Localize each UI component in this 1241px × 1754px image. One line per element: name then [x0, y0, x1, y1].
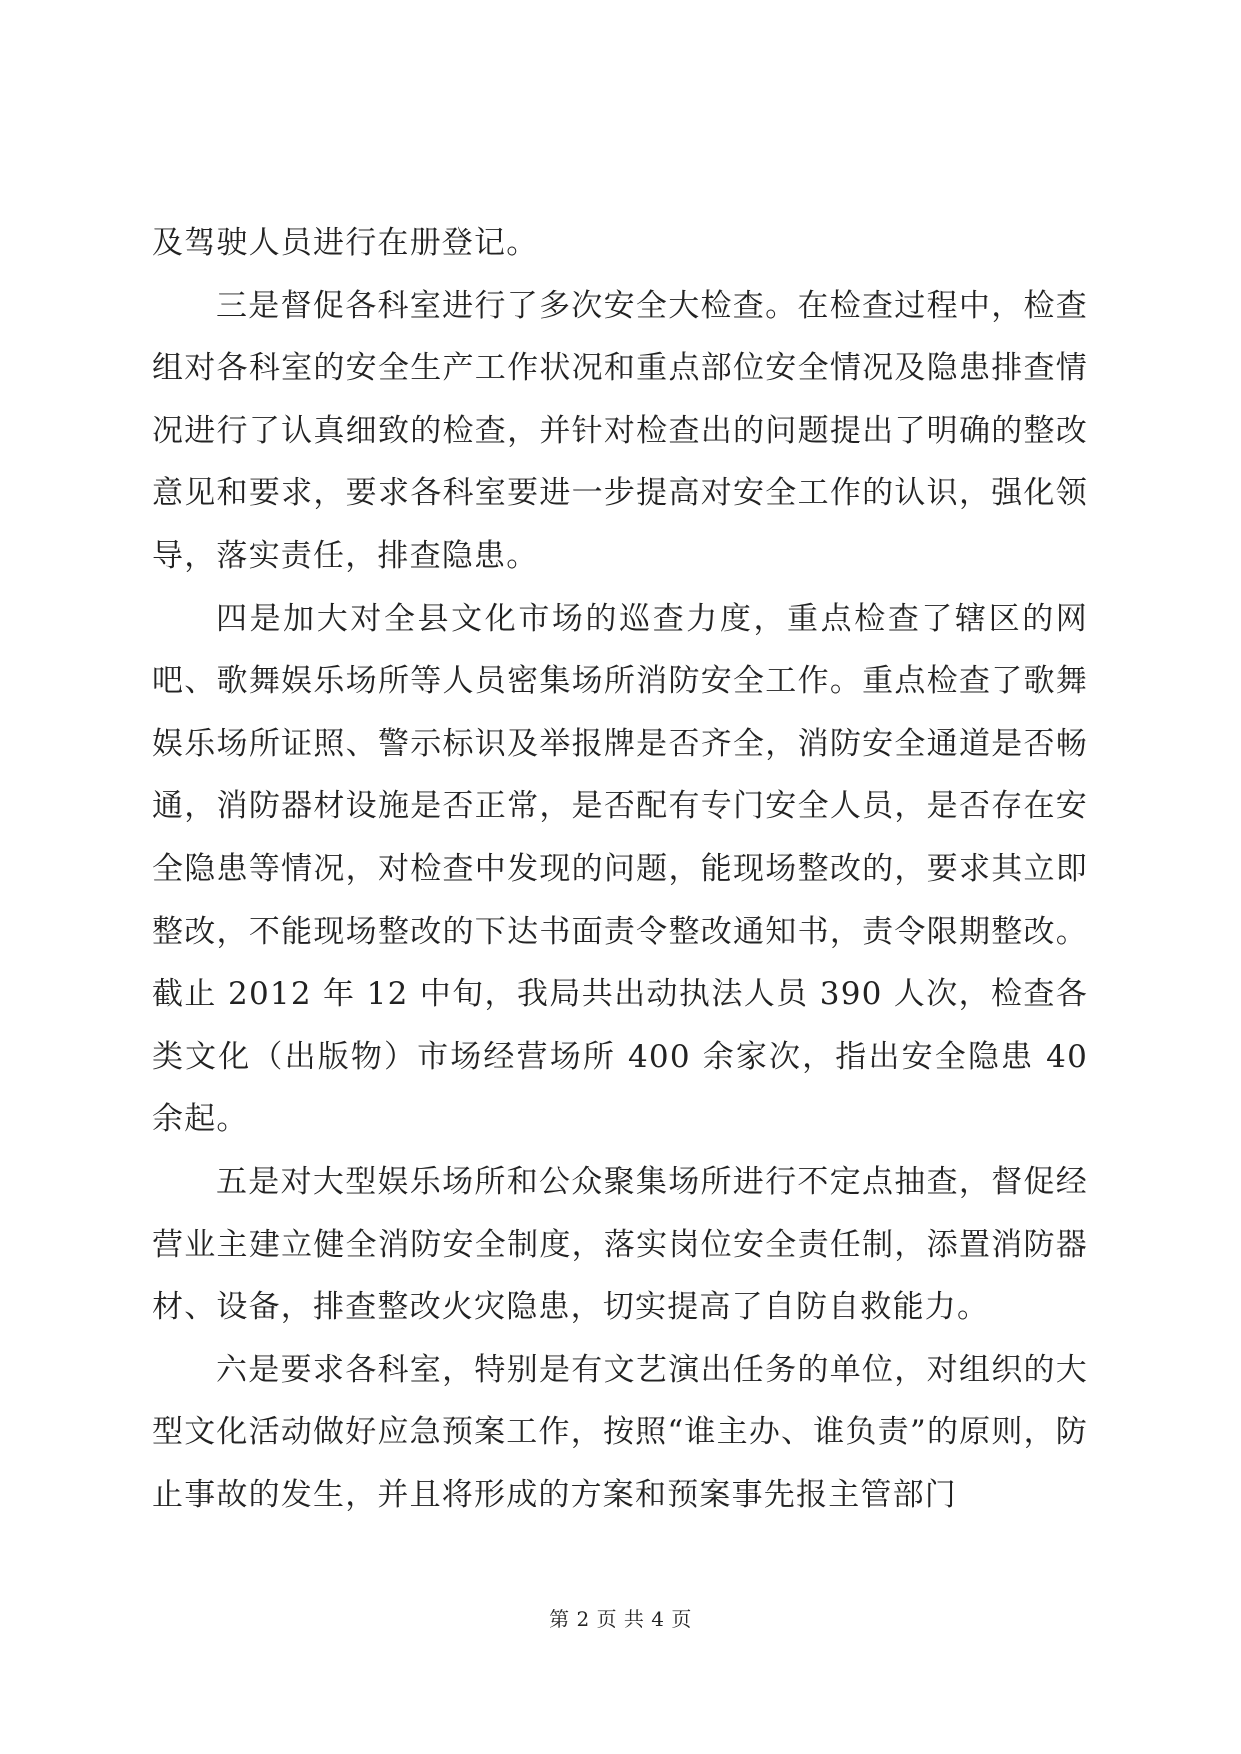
- page-number-footer: 第 2 页 共 4 页: [549, 1607, 692, 1631]
- paragraph-item-five: 五是对大型娱乐场所和公众聚集场所进行不定点抽查，督促经营业主建立健全消防安全制度，落实岗位安全责任制，添置消防器材、设备，排查整改火灾隐患，切实提高了自防自救能力。: [152, 1163, 1088, 1326]
- paragraph-item-three: 三是督促各科室进行了多次安全大检查。在检查过程中，检查组对各科室的安全生产工作状况和重点部位安全情况及隐患排查情况进行了认真细致的检查，并针对检查出的问题提出了明确的整改意见和要求，要求各科室要进一步提高对安全工作的认识，强化领导，落实责任，排查隐患。: [152, 287, 1088, 574]
- paragraph-continuation: 及驾驶人员进行在册登记。: [152, 225, 539, 261]
- body-text: [152, 212, 1088, 1526]
- paragraph-item-four: 四是加大对全县文化市场的巡查力度，重点检查了辖区的网吧、歌舞娱乐场所等人员密集场所消防安全工作。重点检查了歌舞娱乐场所证照、警示标识及举报牌是否齐全，消防安全通道是否畅通，消防器材设施是否正常，是否配有专门安全人员，是否存在安全隐患等情况，对检查中发现的问题，能现场整改的，要求其立即整改，不能现场整改的下达书面责令整改通知书，责令限期整改。截止 2012 年 12 中旬，我局共出动执法人员 390 人次，检查各类文化（出版物）市场经营场所 400 余家次，指出安全隐患 40 余起。: [152, 600, 1088, 1138]
- paragraph-item-six: 六是要求各科室，特别是有文艺演出任务的单位，对组织的大型文化活动做好应急预案工作，按照“谁主办、谁负责”的原则，防止事故的发生，并且将形成的方案和预案事先报主管部门: [152, 1351, 1088, 1513]
